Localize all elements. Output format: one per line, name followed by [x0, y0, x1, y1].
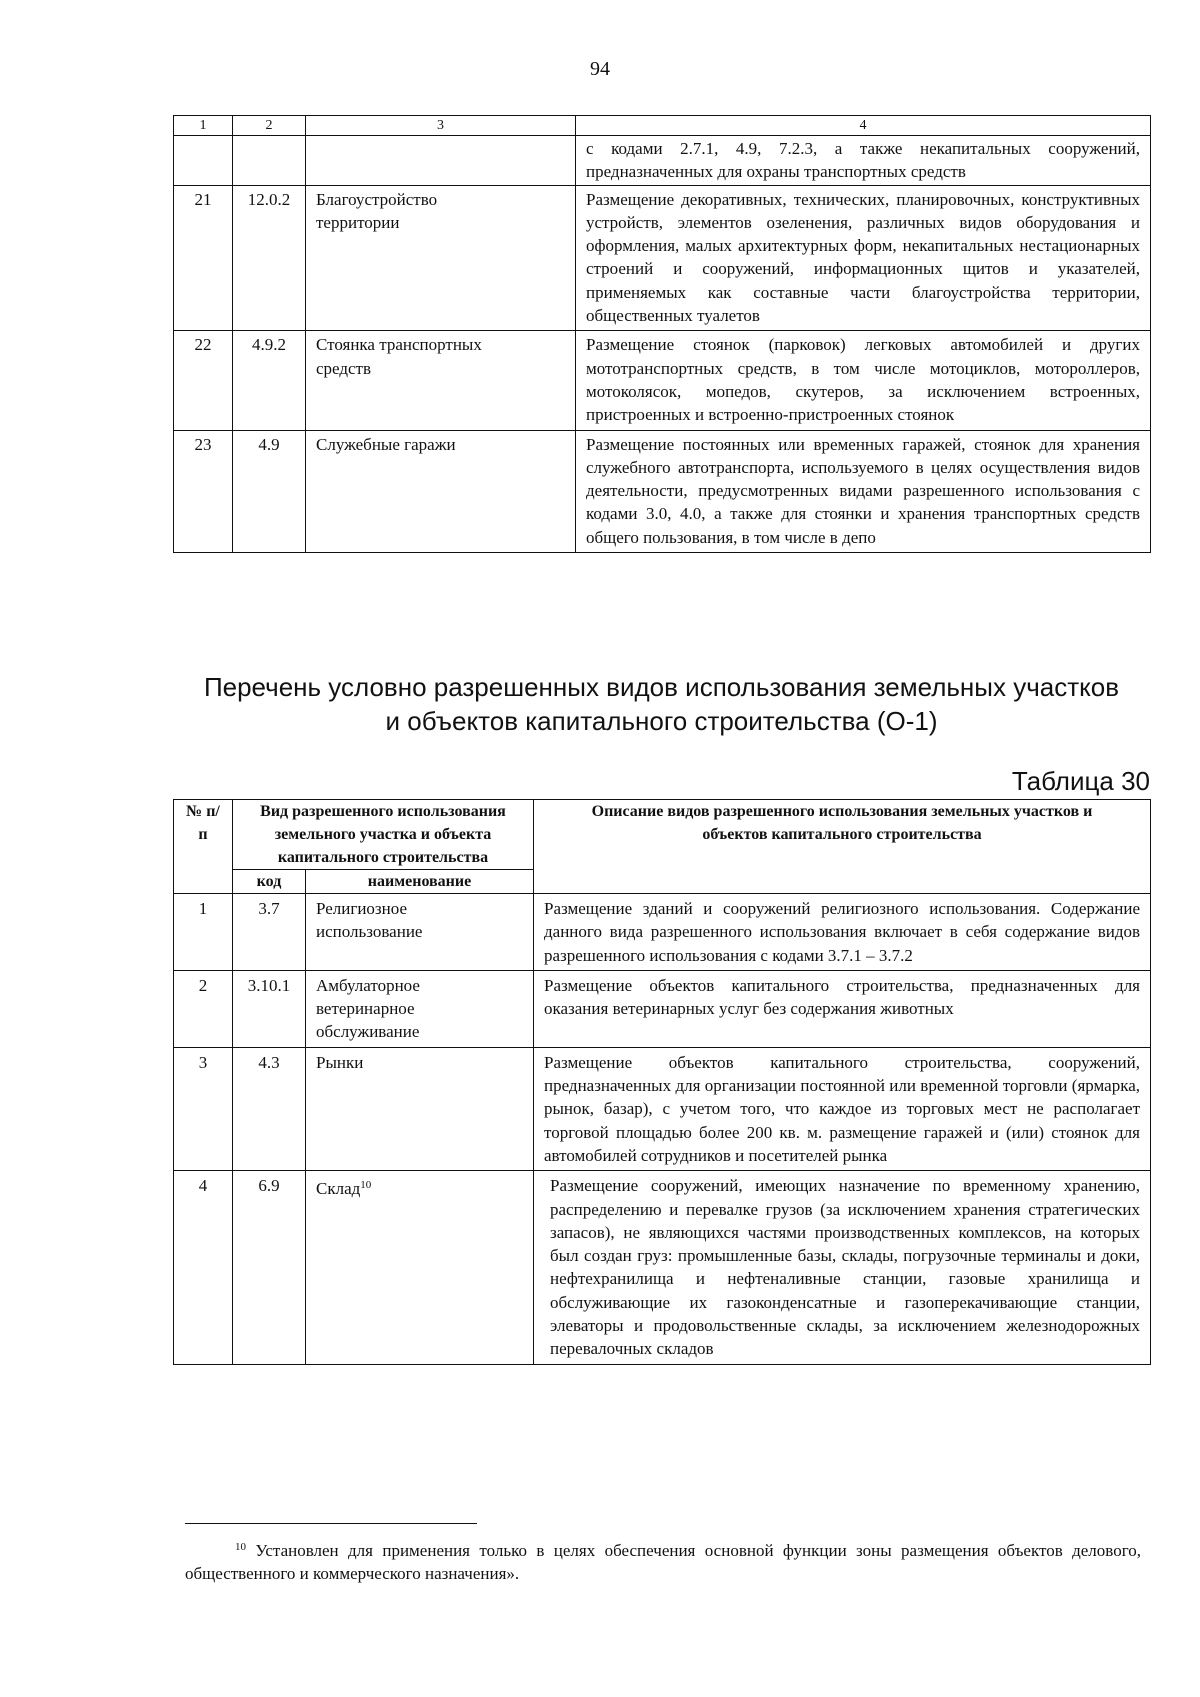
row-code: 6.9: [233, 1171, 306, 1364]
table-row-continuation: [174, 136, 1151, 186]
header-code: код: [233, 870, 306, 894]
row-code: 4.9.2: [233, 331, 306, 430]
column-number: 3: [306, 116, 576, 136]
header-kind: Вид разрешенного использования земельного участка и объекта капитального строительства: [233, 800, 534, 870]
footnote-marker: 10: [235, 1541, 246, 1553]
table-column-numbers: [174, 116, 1151, 136]
header-description: Описание видов разрешенного использования земельных участков и объектов капитального строительства: [534, 800, 1151, 894]
column-number: 4: [576, 116, 1151, 136]
row-code: 4.9: [233, 430, 306, 552]
row-code: 4.3: [233, 1047, 306, 1170]
header-number: № п/п: [174, 800, 233, 894]
column-number: 2: [233, 116, 306, 136]
row-number: 1: [174, 894, 233, 971]
row-description: с кодами 2.7.1, 4.9, 7.2.3, а также некапитальных сооружений, предназначенных для охраны транспортных средств: [576, 136, 1151, 186]
page-number: 94: [590, 58, 610, 80]
row-description: Размещение сооружений, имеющих назначение по временному хранению, распределению и перевалке грузов (за исключением хранения стратегических запасов), не являющихся частями производственных комплексов, на которых был создан груз: промышленные базы, склады, погрузочные терминалы и доки, нефтехранилища и нефтеналивные станции, газовые хранилища и обслуживающие их газоконденсатные и газоперекачивающие станции, элеваторы и продовольственные склады, за исключением железнодорожных перевалочных складов: [534, 1171, 1151, 1364]
row-number: 22: [174, 331, 233, 430]
table-row: [174, 331, 1151, 430]
footnote-reference[interactable]: 10: [360, 1179, 372, 1192]
table-row: [174, 894, 1151, 971]
row-name: Рынки: [306, 1047, 534, 1170]
row-description: Размещение объектов капитального строительства, предназначенных для оказания ветеринарных услуг без содержания животных: [534, 970, 1151, 1047]
section-title-line: и объектов капитального строительства (О-1): [385, 706, 938, 736]
table-row: [174, 430, 1151, 552]
table-continuation: [173, 115, 1151, 553]
row-code: 12.0.2: [233, 185, 306, 331]
row-code: 3.7: [233, 894, 306, 971]
column-number: 1: [174, 116, 233, 136]
row-number: 4: [174, 1171, 233, 1364]
footnote-text: Установлен для применения только в целях обеспечения основной функции зоны размещения объектов делового, общественного и коммерческого назначения».: [185, 1541, 1142, 1583]
row-name: Служебные гаражи: [306, 430, 576, 552]
row-name: Благоустройство территории: [306, 185, 576, 331]
row-number: 23: [174, 430, 233, 552]
row-number: 21: [174, 185, 233, 331]
row-description: Размещение декоративных, технических, планировочных, конструктивных устройств, элементов озеленения, различных видов оборудования и оформления, малых архитектурных форм, некапитальных нестационарных строений и сооружений, информационных щитов и указателей, применяемых как составные части благоустройства территории, общественных туалетов: [576, 185, 1151, 331]
section-title-line: Перечень условно разрешенных видов использования земельных участков: [203, 672, 1120, 702]
row-description: Размещение постоянных или временных гаражей, стоянок для хранения служебного автотранспорта, используемого в целях осуществления видов деятельности, предусмотренных видами разрешенного использования с кодами 3.0, 4.0, а также для стоянки и хранения транспортных средств общего пользования, в том числе в депо: [576, 430, 1151, 552]
table-row: [174, 1171, 1151, 1364]
row-name: Стоянка транспортных средств: [306, 331, 576, 430]
table-row: [174, 1047, 1151, 1170]
footnote-divider: [185, 1523, 477, 1524]
section-title: [173, 670, 1150, 738]
row-name: Амбулаторное ветеринарное обслуживание: [306, 970, 534, 1047]
row-name: [306, 1171, 534, 1364]
row-description: Размещение зданий и сооружений религиозного использования. Содержание данного вида разрешенного использования включает в себя содержание видов разрешенного использования с кодами 3.7.1 – 3.7.2: [534, 894, 1151, 971]
table-header-row: [174, 800, 1151, 870]
header-name: наименование: [306, 870, 534, 894]
row-number: 3: [174, 1047, 233, 1170]
row-code: 3.10.1: [233, 970, 306, 1047]
row-description: Размещение стоянок (парковок) легковых автомобилей и других мототранспортных средств, в том числе мотоциклов, мотороллеров, мотоколясок, мопедов, скутеров, за исключением встроенных, пристроенных и встроенно-пристроенных стоянок: [576, 331, 1151, 430]
table-main: [173, 799, 1151, 1365]
row-name-text: Склад: [316, 1179, 361, 1199]
footnote: [185, 1536, 1141, 1585]
row-name: Религиозное использование: [306, 894, 534, 971]
table-row: [174, 185, 1151, 331]
row-description: Размещение объектов капитального строительства, сооружений, предназначенных для организации постоянной или временной торговли (ярмарка, рынок, базар), с учетом того, что каждое из торговых мест не располагает торговой площадью более 200 кв. м. размещение гаражей и (или) стоянок для автомобилей сотрудников и посетителей рынка: [534, 1047, 1151, 1170]
table-caption: Таблица 30: [1011, 766, 1150, 796]
table-row: [174, 970, 1151, 1047]
row-number: 2: [174, 970, 233, 1047]
